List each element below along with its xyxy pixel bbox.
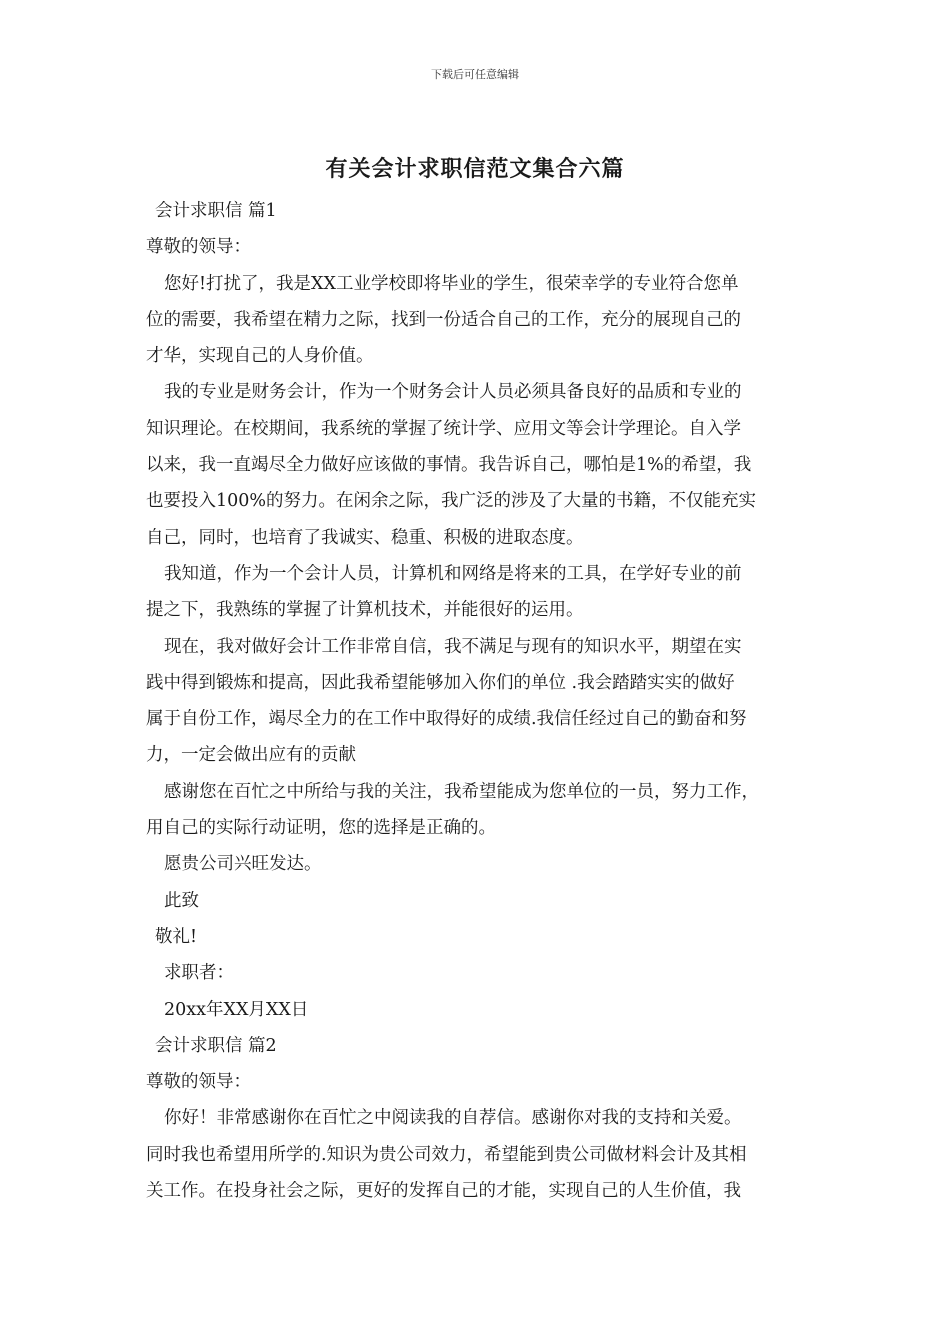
paragraph-line: 自己，同时，也培育了我诚实、稳重、积极的进取态度。 [146, 527, 584, 548]
paragraph-line: 知识理论。在校期间，我系统的掌握了统计学、应用文等会计学理论。自入学 [146, 418, 741, 439]
paragraph-line: 位的需要，我希望在精力之际，找到一份适合自己的工作，充分的展现自己的 [146, 309, 741, 330]
salutation: 尊敬的领导： [146, 1072, 251, 1093]
header-note: 下载后可任意编辑 [431, 68, 519, 81]
paragraph-line: 您好!打扰了，我是XX工业学校即将毕业的学生，很荣幸学的专业符合您单 [164, 273, 739, 294]
paragraph-line: 属于自份工作，竭尽全力的在工作中取得好的成绩.我信任经过自己的勤奋和努 [146, 709, 747, 730]
paragraph-line: 才华，实现自己的人身价值。 [146, 346, 374, 367]
paragraph-line: 我知道，作为一个会计人员，计算机和网络是将来的工具，在学好专业的前 [164, 563, 742, 584]
section-heading: 会计求职信 篇2 [155, 1035, 277, 1056]
paragraph-line: 现在，我对做好会计工作非常自信，我不满足与现有的知识水平，期望在实 [164, 636, 742, 657]
closing-line: 愿贵公司兴旺发达。 [164, 854, 322, 875]
paragraph-line: 同时我也希望用所学的.知识为贵公司效力，希望能到贵公司做材料会计及其相 [146, 1144, 747, 1165]
salutation: 尊敬的领导： [146, 237, 251, 258]
paragraph-line: 提之下，我熟练的掌握了计算机技术，并能很好的运用。 [146, 600, 584, 621]
document-body [146, 193, 826, 1209]
paragraph-line: 也要投入100%的努力。在闲余之际，我广泛的涉及了大量的书籍，不仅能充实 [146, 491, 757, 512]
paragraph-line: 用自己的实际行动证明，您的选择是正确的。 [146, 818, 496, 839]
paragraph-line: 你好！非常感谢你在百忙之中阅读我的自荐信。感谢你对我的支持和关爱。 [164, 1108, 742, 1129]
closing-line: 敬礼! [155, 926, 198, 947]
paragraph-line: 践中得到锻炼和提高，因此我希望能够加入你们的单位 .我会踏踏实实的做好 [146, 672, 735, 693]
paragraph-line: 力，一定会做出应有的贡献 [146, 745, 356, 766]
document-title: 有关会计求职信范文集合六篇 [325, 156, 625, 182]
paragraph-line: 关工作。在投身社会之际，更好的发挥自己的才能，实现自己的人生价值，我 [146, 1181, 741, 1202]
section-heading: 会计求职信 篇1 [155, 201, 277, 221]
signature-date: 20xx年XX月XX日 [164, 999, 309, 1020]
paragraph-line: 感谢您在百忙之中所给与我的关注，我希望能成为您单位的一员，努力工作， [164, 781, 759, 802]
closing-line: 此致 [164, 890, 199, 911]
paragraph-line: 我的专业是财务会计，作为一个财务会计人员必须具备良好的品质和专业的 [164, 382, 742, 403]
signature-label: 求职者： [164, 963, 234, 984]
paragraph-line: 以来，我一直竭尽全力做好应该做的事情。我告诉自己，哪怕是1%的希望，我 [146, 455, 752, 476]
